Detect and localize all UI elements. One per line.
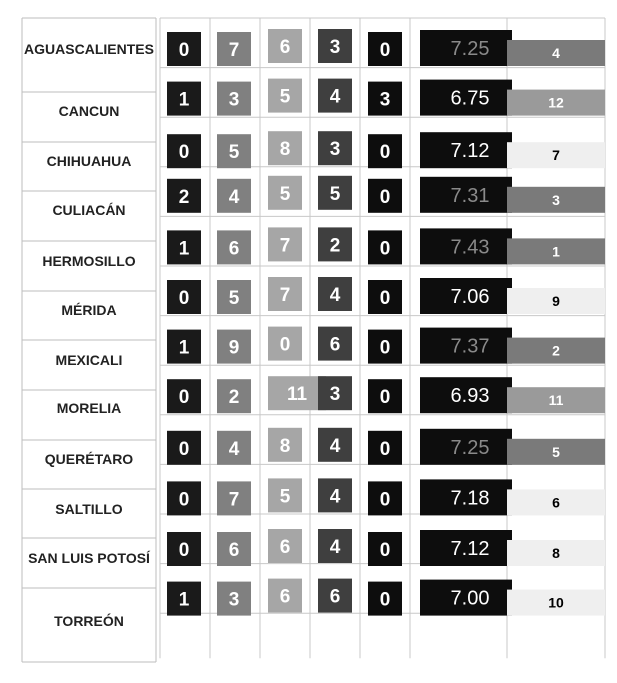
score-label: 7.25 bbox=[450, 436, 490, 459]
value-label: 0 bbox=[379, 438, 391, 460]
city-label: SALTILLO bbox=[55, 501, 123, 517]
value-label: 0 bbox=[379, 288, 391, 309]
value-label: 5 bbox=[329, 183, 341, 205]
value-label: 3 bbox=[329, 37, 341, 58]
value-label: 1 bbox=[178, 238, 190, 260]
value-label: 6 bbox=[329, 586, 341, 608]
value-label: 6 bbox=[279, 37, 291, 58]
value-label: 0 bbox=[379, 589, 391, 611]
rank-label: 3 bbox=[552, 191, 560, 208]
rank-label: 8 bbox=[552, 545, 560, 561]
value-label: 1 bbox=[178, 337, 190, 359]
rank-label: 11 bbox=[548, 392, 564, 409]
value-label: 7 bbox=[228, 40, 240, 61]
value-label: 7 bbox=[228, 489, 240, 511]
value-label: 0 bbox=[178, 288, 190, 309]
city-label: MORELIA bbox=[56, 400, 122, 416]
value-label: 2 bbox=[329, 235, 341, 257]
value-label: 0 bbox=[279, 334, 291, 356]
rank-label: 7 bbox=[552, 147, 560, 164]
value-label: 6 bbox=[228, 540, 240, 561]
score-label: 7.43 bbox=[450, 236, 490, 259]
city-label: QUERÉTARO bbox=[44, 451, 134, 467]
value-label: 0 bbox=[379, 142, 391, 164]
score-label: 7.18 bbox=[450, 487, 490, 510]
city-label: MÉRIDA bbox=[61, 302, 117, 318]
rank-label: 10 bbox=[548, 594, 564, 611]
value-label: 6 bbox=[329, 334, 341, 356]
value-label: 0 bbox=[178, 540, 190, 561]
value-label: 0 bbox=[379, 540, 391, 561]
value-label: 4 bbox=[228, 186, 240, 208]
value-label: 6 bbox=[279, 537, 291, 558]
city-label: SAN LUIS POTOSÍ bbox=[28, 550, 150, 566]
value-label: 4 bbox=[329, 285, 341, 306]
value-label: 5 bbox=[279, 486, 291, 508]
rank-label: 2 bbox=[552, 342, 560, 359]
value-label: 0 bbox=[178, 489, 190, 511]
value-label: 8 bbox=[279, 435, 291, 457]
value-label: 0 bbox=[379, 186, 391, 208]
value-label: 2 bbox=[228, 387, 240, 409]
score-label: 7.37 bbox=[450, 335, 490, 358]
score-label: 7.12 bbox=[450, 538, 490, 560]
score-label: 7.12 bbox=[450, 140, 490, 163]
score-label: 7.31 bbox=[450, 184, 490, 207]
city-label: CHIHUAHUA bbox=[46, 153, 132, 169]
value-label: 0 bbox=[379, 40, 391, 61]
value-label: 3 bbox=[329, 139, 341, 161]
city-label: TORREÓN bbox=[54, 613, 124, 629]
value-label: 0 bbox=[379, 238, 391, 260]
value-label: 0 bbox=[178, 142, 190, 164]
value-label: 0 bbox=[379, 489, 391, 511]
value-label: 4 bbox=[329, 537, 341, 558]
score-label: 7.00 bbox=[450, 587, 490, 610]
score-label: 7.06 bbox=[450, 286, 490, 308]
city-label: CULIACÁN bbox=[52, 202, 126, 218]
city-label: AGUASCALIENTES bbox=[24, 41, 154, 57]
rank-label: 4 bbox=[552, 45, 560, 61]
score-label: 6.93 bbox=[450, 385, 490, 408]
rank-label: 1 bbox=[552, 243, 560, 260]
value-label: 4 bbox=[329, 435, 341, 457]
value-label: 7 bbox=[279, 285, 291, 306]
value-label: 0 bbox=[379, 337, 391, 359]
value-label: 3 bbox=[228, 589, 240, 611]
rank-label: 12 bbox=[548, 94, 564, 111]
value-label: 4 bbox=[329, 486, 341, 508]
value-label: 5 bbox=[228, 142, 240, 164]
city-label: CANCUN bbox=[58, 103, 120, 119]
value-label: 4 bbox=[228, 438, 240, 460]
value-label: 1 bbox=[178, 89, 190, 111]
value-label: 7 bbox=[279, 235, 291, 257]
value-label: 0 bbox=[178, 40, 190, 61]
value-label: 9 bbox=[228, 337, 240, 359]
rank-label: 9 bbox=[552, 293, 560, 309]
city-label: MEXICALI bbox=[55, 352, 123, 368]
value-label: 0 bbox=[379, 387, 391, 409]
value-label: 0 bbox=[178, 387, 190, 409]
value-label: 5 bbox=[279, 86, 291, 108]
value-label: 8 bbox=[279, 139, 291, 161]
value-label: 1 bbox=[178, 589, 190, 611]
value-label: 6 bbox=[279, 586, 291, 608]
score-label: 6.75 bbox=[450, 87, 490, 110]
value-label: 3 bbox=[329, 384, 341, 406]
rank-label: 5 bbox=[552, 443, 560, 460]
value-label: 2 bbox=[178, 186, 190, 208]
value-label: 5 bbox=[228, 288, 240, 309]
value-label: 11 bbox=[286, 384, 308, 406]
value-label: 0 bbox=[178, 438, 190, 460]
score-label: 7.25 bbox=[450, 38, 490, 60]
rank-label: 6 bbox=[552, 494, 560, 511]
value-label: 5 bbox=[279, 183, 291, 205]
value-label: 6 bbox=[228, 238, 240, 260]
value-label: 3 bbox=[379, 89, 391, 111]
value-label: 4 bbox=[329, 86, 341, 108]
city-label: HERMOSILLO bbox=[42, 253, 136, 269]
value-label: 3 bbox=[228, 89, 240, 111]
